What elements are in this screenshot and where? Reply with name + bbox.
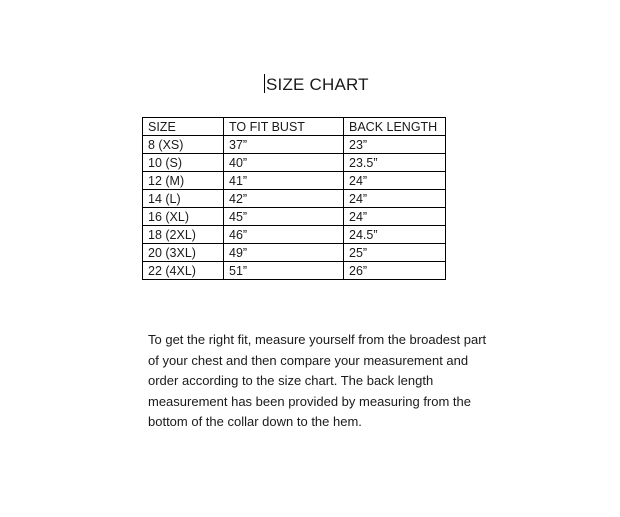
cell-back-length: 24” <box>344 172 446 190</box>
cell-bust: 37” <box>224 136 344 154</box>
size-chart-table <box>142 117 446 280</box>
table-header-row <box>143 118 446 136</box>
cell-back-length: 25” <box>344 244 446 262</box>
cell-back-length: 24” <box>344 208 446 226</box>
cell-size: 16 (XL) <box>143 208 224 226</box>
table-row <box>143 172 446 190</box>
cell-bust: 49” <box>224 244 344 262</box>
cell-back-length: 26” <box>344 262 446 280</box>
cell-back-length: 24” <box>344 190 446 208</box>
cell-bust: 41” <box>224 172 344 190</box>
cell-size: 14 (L) <box>143 190 224 208</box>
cell-size: 8 (XS) <box>143 136 224 154</box>
table-row <box>143 190 446 208</box>
table-row <box>143 136 446 154</box>
table-row <box>143 154 446 172</box>
cell-bust: 51” <box>224 262 344 280</box>
cell-size: 10 (S) <box>143 154 224 172</box>
cell-bust: 45” <box>224 208 344 226</box>
header-size: SIZE <box>143 118 224 136</box>
text-cursor <box>264 74 265 93</box>
table-row <box>143 262 446 280</box>
page-title-text: SIZE CHART <box>266 75 369 94</box>
header-back-length: BACK LENGTH <box>344 118 446 136</box>
cell-size: 20 (3XL) <box>143 244 224 262</box>
fit-instructions-paragraph: To get the right fit, measure yourself from the broadest part of your chest and then compare your measurement and order according to the size chart. The back length measurement has been provided by measuring from the bottom of the collar down to the hem. <box>148 332 487 429</box>
page-title <box>264 74 369 95</box>
cell-bust: 42” <box>224 190 344 208</box>
cell-back-length: 24.5” <box>344 226 446 244</box>
cell-size: 12 (M) <box>143 172 224 190</box>
header-to-fit-bust: TO FIT BUST <box>224 118 344 136</box>
cell-bust: 40” <box>224 154 344 172</box>
cell-size: 22 (4XL) <box>143 262 224 280</box>
cell-bust: 46” <box>224 226 344 244</box>
table-row <box>143 226 446 244</box>
cell-size: 18 (2XL) <box>143 226 224 244</box>
table-row <box>143 244 446 262</box>
cell-back-length: 23” <box>344 136 446 154</box>
table-row <box>143 208 446 226</box>
cell-back-length: 23.5” <box>344 154 446 172</box>
